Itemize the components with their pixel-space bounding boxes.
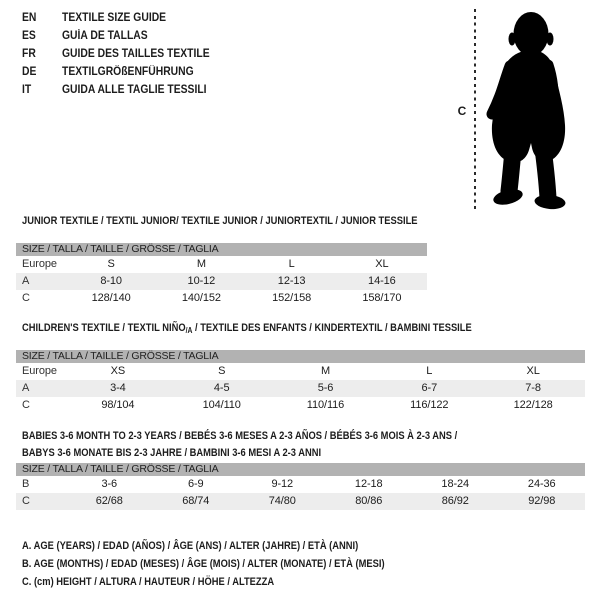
size-value: 74/80 bbox=[268, 495, 296, 507]
size-table-header: SIZE / TALLA / TAILLE / GRÖSSE / TAGLIA bbox=[16, 463, 585, 476]
size-value: 104/110 bbox=[202, 399, 241, 411]
size-value: 128/140 bbox=[91, 292, 131, 304]
height-dashed-line bbox=[474, 9, 476, 212]
size-value: XS bbox=[110, 365, 126, 377]
size-value: 12-13 bbox=[277, 275, 306, 287]
row-label: A bbox=[22, 382, 30, 394]
babies-textile-section bbox=[16, 428, 585, 510]
language-row bbox=[22, 27, 226, 45]
size-value: 6-7 bbox=[421, 382, 438, 394]
footnote-age-months: B. AGE (MONTHS) / EDAD (MESES) / ÂGE (MOIS) / ALTER (MONATE) / ETÀ (MESI) bbox=[22, 558, 385, 570]
size-value: 7-8 bbox=[525, 382, 541, 394]
children-size-table bbox=[16, 350, 585, 414]
language-row bbox=[22, 81, 226, 99]
children-title-text: / TEXTILE DES ENFANTS / KINDERTEXTIL / BAMBINI TESSILE bbox=[192, 322, 472, 334]
junior-size-table bbox=[16, 243, 427, 307]
size-value: 12-18 bbox=[354, 478, 383, 490]
language-row bbox=[22, 9, 226, 27]
table-row bbox=[16, 363, 585, 380]
size-value: M bbox=[196, 258, 206, 270]
size-value: 122/128 bbox=[513, 399, 553, 411]
size-value: L bbox=[426, 365, 433, 377]
language-code: DE bbox=[22, 66, 37, 78]
size-value: XL bbox=[375, 258, 389, 270]
row-label: Europe bbox=[22, 258, 57, 270]
size-table-header: SIZE / TALLA / TAILLE / GRÖSSE / TAGLIA bbox=[16, 350, 585, 363]
size-value: 5-6 bbox=[317, 382, 334, 394]
table-row bbox=[16, 493, 585, 510]
language-legend bbox=[22, 9, 226, 99]
row-label: A bbox=[22, 275, 30, 287]
size-value: 98/104 bbox=[101, 399, 135, 411]
language-title: TEXTILGRÖßENFÜHRUNG bbox=[62, 66, 194, 78]
row-label: B bbox=[22, 478, 30, 490]
size-value: 18-24 bbox=[441, 478, 470, 490]
size-value: 116/122 bbox=[410, 399, 449, 411]
size-value: S bbox=[107, 258, 115, 270]
size-value: M bbox=[320, 365, 331, 377]
size-value: 14-16 bbox=[368, 275, 396, 287]
table-row bbox=[16, 380, 585, 397]
size-value: 86/92 bbox=[441, 495, 469, 507]
height-measure-label: C bbox=[457, 104, 467, 118]
size-value: 6-9 bbox=[187, 478, 204, 490]
table-row bbox=[16, 397, 585, 414]
junior-textile-section bbox=[16, 215, 427, 307]
baby-toddler-silhouette-icon bbox=[481, 8, 576, 210]
size-value: S bbox=[218, 365, 226, 377]
language-title: GUIDE DES TAILLES TEXTILE bbox=[62, 48, 210, 60]
language-title: TEXTILE SIZE GUIDE bbox=[62, 12, 167, 24]
children-table-title bbox=[22, 322, 501, 335]
language-row bbox=[22, 45, 226, 63]
size-value: 3-6 bbox=[101, 478, 118, 490]
size-value: 24-36 bbox=[527, 478, 556, 490]
size-value: 8-10 bbox=[100, 275, 122, 287]
children-title-subscript: /A bbox=[185, 326, 193, 335]
size-value: L bbox=[288, 258, 295, 270]
size-value: 3-4 bbox=[110, 382, 126, 394]
size-value: XL bbox=[526, 365, 540, 377]
language-title: GUIDA ALLE TAGLIE TESSILI bbox=[62, 84, 207, 96]
language-row bbox=[22, 63, 226, 81]
language-code: IT bbox=[22, 84, 32, 96]
babies-size-table bbox=[16, 463, 585, 510]
footnote-height: C. (cm) HEIGHT / ALTURA / HAUTEUR / HÖHE / ALTEZZA bbox=[22, 576, 275, 588]
row-label: C bbox=[22, 292, 30, 304]
footnotes bbox=[22, 537, 449, 591]
language-code: FR bbox=[22, 48, 36, 60]
junior-table-title: JUNIOR TEXTILE / TEXTIL JUNIOR/ TEXTILE JUNIOR / JUNIORTEXTIL / JUNIOR TESSILE bbox=[22, 215, 418, 227]
size-table-header: SIZE / TALLA / TAILLE / GRÖSSE / TAGLIA bbox=[16, 243, 427, 256]
size-value: 140/152 bbox=[181, 292, 221, 304]
babies-title-line-1: BABIES 3-6 MONTH TO 2-3 YEARS / BEBÉS 3-6 MESES A 2-3 AÑOS / BÉBÉS 3-6 MOIS À 2-3 ANS / bbox=[22, 430, 458, 442]
table-row bbox=[16, 256, 427, 273]
size-value: 62/68 bbox=[95, 495, 123, 507]
size-value: 92/98 bbox=[528, 495, 556, 507]
language-code: EN bbox=[22, 12, 37, 24]
size-value: 110/116 bbox=[306, 399, 345, 411]
babies-table-title bbox=[22, 428, 501, 462]
size-value: 68/74 bbox=[182, 495, 210, 507]
children-title-text: CHILDREN'S TEXTILE / TEXTIL NIÑO bbox=[22, 322, 186, 334]
table-row bbox=[16, 290, 427, 307]
size-value: 158/170 bbox=[362, 292, 402, 304]
children-textile-section bbox=[16, 322, 585, 414]
language-code: ES bbox=[22, 30, 36, 42]
size-value: 10-12 bbox=[187, 275, 216, 287]
size-value: 4-5 bbox=[213, 382, 230, 394]
footnote-age-years: A. AGE (YEARS) / EDAD (AÑOS) / ÂGE (ANS) / ALTER (JAHRE) / ETÀ (ANNI) bbox=[22, 540, 359, 552]
babies-title-line-2: BABYS 3-6 MONATE BIS 2-3 JAHRE / BAMBINI 3-6 MESI A 2-3 ANNI bbox=[22, 447, 322, 459]
size-value: 9-12 bbox=[271, 478, 294, 490]
row-label: C bbox=[22, 495, 30, 507]
table-row bbox=[16, 476, 585, 493]
row-label: Europe bbox=[22, 365, 57, 377]
language-title: GUÍA DE TALLAS bbox=[62, 30, 148, 42]
size-value: 80/86 bbox=[355, 495, 383, 507]
table-row bbox=[16, 273, 427, 290]
row-label: C bbox=[22, 399, 30, 411]
size-value: 152/158 bbox=[272, 292, 312, 304]
